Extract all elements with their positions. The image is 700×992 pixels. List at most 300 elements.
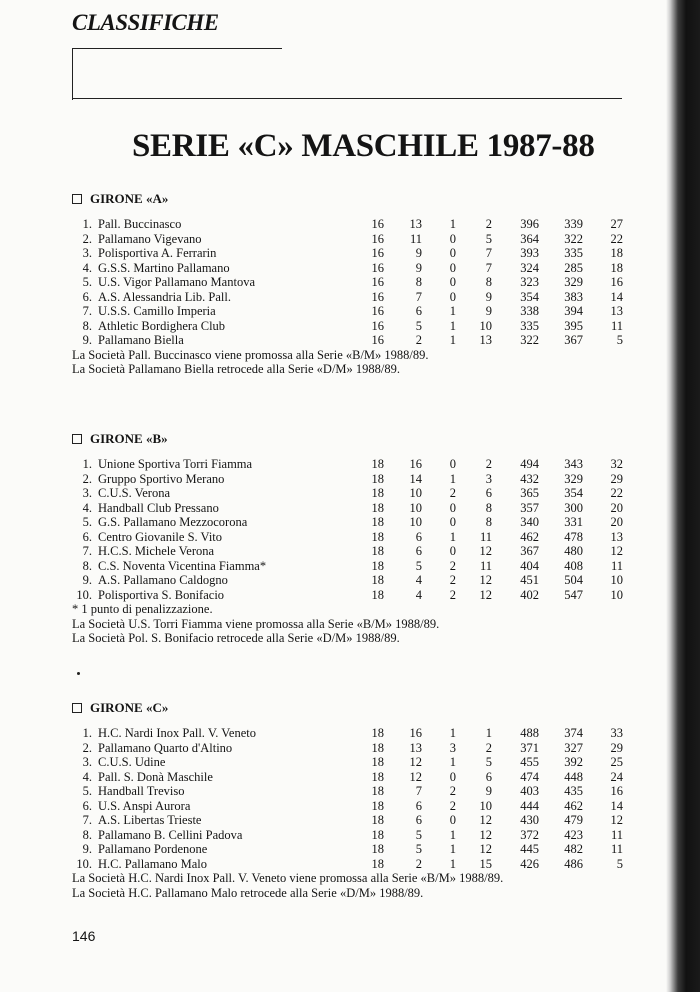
goals-against: 331 bbox=[564, 515, 583, 529]
position: 2. bbox=[82, 740, 92, 755]
group-title-text: GIRONE «C» bbox=[90, 700, 169, 715]
goals-for: 444 bbox=[520, 798, 539, 813]
wins: 7 bbox=[415, 784, 422, 798]
games-played: 18 bbox=[371, 740, 384, 755]
losses: 12 bbox=[479, 587, 492, 602]
games-played: 18 bbox=[371, 726, 384, 740]
points: 10 bbox=[610, 587, 623, 602]
group-b bbox=[72, 431, 632, 646]
table-row bbox=[72, 515, 632, 530]
games-played: 16 bbox=[371, 275, 384, 289]
note-line: La Società Pallamano Biella retrocede alla Serie «D/M» 1988/89. bbox=[72, 362, 401, 376]
checkbox-icon bbox=[72, 703, 82, 713]
goals-against: 322 bbox=[564, 231, 583, 246]
team-name: U.S. Anspi Aurora bbox=[98, 798, 191, 813]
draws: 1 bbox=[449, 318, 456, 333]
wins: 16 bbox=[409, 457, 422, 471]
points: 25 bbox=[610, 755, 623, 769]
position: 9. bbox=[82, 842, 92, 856]
goals-for: 372 bbox=[520, 827, 539, 842]
wins: 13 bbox=[409, 740, 422, 755]
losses: 8 bbox=[485, 500, 492, 515]
goals-against: 435 bbox=[564, 784, 583, 798]
games-played: 18 bbox=[371, 471, 384, 486]
page-number: 146 bbox=[72, 928, 96, 944]
table-row bbox=[72, 261, 632, 276]
position: 5. bbox=[82, 275, 92, 289]
position: 5. bbox=[82, 784, 92, 798]
games-played: 16 bbox=[371, 260, 384, 275]
draws: 2 bbox=[449, 486, 456, 500]
draws: 2 bbox=[449, 573, 456, 587]
games-played: 18 bbox=[371, 784, 384, 798]
goals-for: 364 bbox=[520, 231, 539, 246]
table-row bbox=[72, 472, 632, 487]
table-row bbox=[72, 573, 632, 588]
losses: 7 bbox=[485, 246, 492, 260]
table-row bbox=[72, 784, 632, 799]
team-name: Pallamano B. Cellini Padova bbox=[98, 827, 243, 842]
draws: 1 bbox=[449, 333, 456, 347]
table-row bbox=[72, 828, 632, 843]
team-name: Pall. Buccinasco bbox=[98, 217, 182, 231]
table-row bbox=[72, 813, 632, 828]
table-row bbox=[72, 755, 632, 770]
points: 13 bbox=[610, 304, 623, 318]
team-name: Pall. S. Donà Maschile bbox=[98, 769, 213, 784]
points: 12 bbox=[610, 813, 623, 827]
draws: 0 bbox=[449, 275, 456, 289]
games-played: 16 bbox=[371, 304, 384, 318]
group-c bbox=[72, 700, 632, 900]
page-title: SERIE «C» MASCHILE 1987-88 bbox=[132, 128, 595, 164]
games-played: 18 bbox=[371, 544, 384, 558]
table-row bbox=[72, 842, 632, 857]
goals-against: 374 bbox=[564, 726, 583, 740]
goals-against: 462 bbox=[564, 798, 583, 813]
position: 6. bbox=[82, 798, 92, 813]
losses: 9 bbox=[485, 784, 492, 798]
goals-against: 339 bbox=[564, 217, 583, 231]
games-played: 18 bbox=[371, 558, 384, 573]
goals-for: 451 bbox=[520, 573, 539, 587]
games-played: 18 bbox=[371, 842, 384, 856]
points: 22 bbox=[610, 231, 623, 246]
points: 29 bbox=[610, 471, 623, 486]
goals-for: 357 bbox=[520, 500, 539, 515]
table-row bbox=[72, 457, 632, 472]
goals-against: 335 bbox=[564, 246, 583, 260]
draws: 0 bbox=[449, 500, 456, 515]
position: 4. bbox=[82, 260, 92, 275]
games-played: 18 bbox=[371, 457, 384, 471]
position: 8. bbox=[82, 827, 92, 842]
goals-against: 504 bbox=[564, 573, 583, 587]
position: 7. bbox=[82, 813, 92, 827]
team-name: Handball Club Pressano bbox=[98, 500, 219, 515]
games-played: 18 bbox=[371, 486, 384, 500]
losses: 5 bbox=[485, 755, 492, 769]
goals-for: 354 bbox=[520, 289, 539, 304]
points: 5 bbox=[616, 856, 623, 871]
points: 20 bbox=[610, 515, 623, 529]
points: 33 bbox=[610, 726, 623, 740]
games-played: 18 bbox=[371, 515, 384, 529]
standings-table bbox=[72, 217, 632, 348]
draws: 0 bbox=[449, 457, 456, 471]
position: 2. bbox=[82, 231, 92, 246]
team-name: Polisportiva S. Bonifacio bbox=[98, 587, 225, 602]
games-played: 18 bbox=[371, 769, 384, 784]
games-played: 18 bbox=[371, 587, 384, 602]
draws: 1 bbox=[449, 304, 456, 318]
draws: 0 bbox=[449, 515, 456, 529]
wins: 7 bbox=[415, 289, 422, 304]
games-played: 18 bbox=[371, 827, 384, 842]
group-title-text: GIRONE «A» bbox=[90, 191, 169, 206]
team-name: A.S. Pallamano Caldogno bbox=[98, 573, 228, 587]
note-line: * 1 punto di penalizzazione. bbox=[72, 602, 213, 616]
draws: 0 bbox=[449, 813, 456, 827]
header-rule-left bbox=[72, 48, 73, 100]
goals-for: 488 bbox=[520, 726, 539, 740]
table-row bbox=[72, 559, 632, 574]
losses: 9 bbox=[485, 289, 492, 304]
header-rule-top bbox=[72, 48, 282, 49]
goals-against: 448 bbox=[564, 769, 583, 784]
wins: 5 bbox=[415, 558, 422, 573]
games-played: 16 bbox=[371, 217, 384, 231]
team-name: G.S.S. Martino Pallamano bbox=[98, 260, 230, 275]
group-title bbox=[72, 191, 632, 207]
goals-for: 445 bbox=[520, 842, 539, 856]
draws: 1 bbox=[449, 529, 456, 544]
wins: 6 bbox=[415, 798, 422, 813]
wins: 16 bbox=[409, 726, 422, 740]
draws: 1 bbox=[449, 842, 456, 856]
goals-for: 396 bbox=[520, 217, 539, 231]
games-played: 18 bbox=[371, 500, 384, 515]
points: 16 bbox=[610, 275, 623, 289]
header-rule-bottom bbox=[72, 98, 622, 99]
goals-for: 455 bbox=[520, 755, 539, 769]
goals-against: 480 bbox=[564, 544, 583, 558]
group-title-text: GIRONE «B» bbox=[90, 431, 168, 446]
draws: 2 bbox=[449, 784, 456, 798]
losses: 11 bbox=[479, 529, 492, 544]
wins: 6 bbox=[415, 304, 422, 318]
goals-for: 323 bbox=[520, 275, 539, 289]
position: 6. bbox=[82, 289, 92, 304]
draws: 1 bbox=[449, 856, 456, 871]
table-row bbox=[72, 741, 632, 756]
losses: 12 bbox=[479, 544, 492, 558]
position: 10. bbox=[76, 587, 92, 602]
losses: 12 bbox=[479, 573, 492, 587]
page-edge-shadow bbox=[656, 0, 700, 992]
losses: 7 bbox=[485, 260, 492, 275]
table-row bbox=[72, 726, 632, 741]
note-line: La Società U.S. Torri Fiamma viene promossa alla Serie «B/M» 1988/89. bbox=[72, 616, 440, 631]
goals-against: 383 bbox=[564, 289, 583, 304]
team-name: Athletic Bordighera Club bbox=[98, 318, 226, 333]
table-row bbox=[72, 588, 632, 603]
draws: 0 bbox=[449, 544, 456, 558]
goals-against: 300 bbox=[564, 500, 583, 515]
losses: 1 bbox=[485, 726, 492, 740]
table-row bbox=[72, 530, 632, 545]
goals-for: 494 bbox=[520, 457, 539, 471]
games-played: 16 bbox=[371, 289, 384, 304]
table-row bbox=[72, 304, 632, 319]
games-played: 16 bbox=[371, 318, 384, 333]
goals-for: 340 bbox=[520, 515, 539, 529]
goals-for: 402 bbox=[520, 587, 539, 602]
goals-against: 482 bbox=[564, 842, 583, 856]
note-line: La Società Pall. Buccinasco viene promossa alla Serie «B/M» 1988/89. bbox=[72, 347, 429, 362]
goals-for: 322 bbox=[520, 333, 539, 347]
group-notes bbox=[72, 871, 632, 900]
points: 11 bbox=[610, 318, 623, 333]
points: 16 bbox=[610, 784, 623, 798]
goals-against: 329 bbox=[564, 471, 583, 486]
losses: 6 bbox=[485, 486, 492, 500]
points: 11 bbox=[610, 558, 623, 573]
position: 7. bbox=[82, 304, 92, 318]
draws: 1 bbox=[449, 755, 456, 769]
draws: 0 bbox=[449, 260, 456, 275]
position: 6. bbox=[82, 529, 92, 544]
checkbox-icon bbox=[72, 194, 82, 204]
points: 20 bbox=[610, 500, 623, 515]
team-name: H.C. Nardi Inox Pall. V. Veneto bbox=[98, 726, 256, 740]
draws: 3 bbox=[449, 740, 456, 755]
draws: 2 bbox=[449, 587, 456, 602]
losses: 2 bbox=[485, 217, 492, 231]
position: 3. bbox=[82, 486, 92, 500]
losses: 10 bbox=[479, 318, 492, 333]
note-line: La Società H.C. Pallamano Malo retrocede alla Serie «D/M» 1988/89. bbox=[72, 885, 424, 900]
group-notes bbox=[72, 348, 632, 377]
table-row bbox=[72, 217, 632, 232]
losses: 2 bbox=[485, 740, 492, 755]
games-played: 18 bbox=[371, 529, 384, 544]
team-name: U.S.S. Camillo Imperia bbox=[98, 304, 216, 318]
goals-against: 423 bbox=[564, 827, 583, 842]
losses: 11 bbox=[479, 558, 492, 573]
position: 9. bbox=[82, 573, 92, 587]
losses: 12 bbox=[479, 842, 492, 856]
team-name: Pallamano Vigevano bbox=[98, 231, 202, 246]
standings-table bbox=[72, 457, 632, 602]
points: 27 bbox=[610, 217, 623, 231]
team-name: A.S. Libertas Trieste bbox=[98, 813, 202, 827]
goals-against: 285 bbox=[564, 260, 583, 275]
draws: 1 bbox=[449, 471, 456, 486]
draws: 2 bbox=[449, 558, 456, 573]
position: 8. bbox=[82, 318, 92, 333]
wins: 10 bbox=[409, 515, 422, 529]
points: 32 bbox=[610, 457, 623, 471]
position: 3. bbox=[82, 755, 92, 769]
games-played: 16 bbox=[371, 333, 384, 347]
losses: 6 bbox=[485, 769, 492, 784]
team-name: Gruppo Sportivo Merano bbox=[98, 471, 225, 486]
table-row bbox=[72, 246, 632, 261]
position: 1. bbox=[82, 726, 92, 740]
group-title bbox=[72, 700, 632, 716]
goals-for: 426 bbox=[520, 856, 539, 871]
goals-against: 486 bbox=[564, 856, 583, 871]
wins: 4 bbox=[415, 587, 422, 602]
position: 9. bbox=[82, 333, 92, 347]
table-row bbox=[72, 232, 632, 247]
goals-for: 404 bbox=[520, 558, 539, 573]
table-row bbox=[72, 275, 632, 290]
team-name: Handball Treviso bbox=[98, 784, 185, 798]
team-name: C.S. Noventa Vicentina Fiamma* bbox=[98, 558, 267, 573]
points: 10 bbox=[610, 573, 623, 587]
goals-against: 343 bbox=[564, 457, 583, 471]
draws: 0 bbox=[449, 289, 456, 304]
points: 22 bbox=[610, 486, 623, 500]
losses: 13 bbox=[479, 333, 492, 347]
draws: 1 bbox=[449, 827, 456, 842]
standings-table bbox=[72, 726, 632, 871]
goals-for: 403 bbox=[520, 784, 539, 798]
table-row bbox=[72, 319, 632, 334]
team-name: Unione Sportiva Torri Fiamma bbox=[98, 457, 253, 471]
team-name: Centro Giovanile S. Vito bbox=[98, 529, 223, 544]
wins: 6 bbox=[415, 544, 422, 558]
team-name: Pallamano Quarto d'Altino bbox=[98, 740, 233, 755]
losses: 12 bbox=[479, 813, 492, 827]
goals-against: 327 bbox=[564, 740, 583, 755]
points: 29 bbox=[610, 740, 623, 755]
table-row bbox=[72, 290, 632, 305]
goals-for: 462 bbox=[520, 529, 539, 544]
wins: 12 bbox=[409, 755, 422, 769]
team-name: H.C. Pallamano Malo bbox=[98, 856, 208, 871]
goals-against: 395 bbox=[564, 318, 583, 333]
table-row bbox=[72, 333, 632, 348]
position: 3. bbox=[82, 246, 92, 260]
goals-for: 393 bbox=[520, 246, 539, 260]
losses: 5 bbox=[485, 231, 492, 246]
section-header: CLASSIFICHE bbox=[72, 10, 219, 35]
wins: 11 bbox=[409, 231, 422, 246]
goals-against: 394 bbox=[564, 304, 583, 318]
team-name: Pallamano Pordenone bbox=[98, 842, 208, 856]
note-line: La Società H.C. Nardi Inox Pall. V. Veneto viene promossa alla Serie «B/M» 1988/89. bbox=[72, 871, 504, 885]
wins: 5 bbox=[415, 827, 422, 842]
draws: 2 bbox=[449, 798, 456, 813]
note-line: La Società Pol. S. Bonifacio retrocede alla Serie «D/M» 1988/89. bbox=[72, 631, 400, 645]
team-name: U.S. Vigor Pallamano Mantova bbox=[98, 275, 255, 289]
team-name: G.S. Pallamano Mezzocorona bbox=[98, 515, 248, 529]
team-name: C.U.S. Udine bbox=[98, 755, 166, 769]
table-row bbox=[72, 799, 632, 814]
position: 1. bbox=[82, 457, 92, 471]
losses: 10 bbox=[479, 798, 492, 813]
position: 2. bbox=[82, 471, 92, 486]
wins: 2 bbox=[415, 856, 422, 871]
wins: 8 bbox=[415, 275, 422, 289]
games-played: 16 bbox=[371, 231, 384, 246]
losses: 15 bbox=[479, 856, 492, 871]
team-name: Pallamano Biella bbox=[98, 333, 184, 347]
goals-for: 324 bbox=[520, 260, 539, 275]
goals-against: 367 bbox=[564, 333, 583, 347]
wins: 9 bbox=[415, 260, 422, 275]
wins: 9 bbox=[415, 246, 422, 260]
points: 14 bbox=[610, 289, 623, 304]
table-row bbox=[72, 857, 632, 872]
points: 18 bbox=[610, 246, 623, 260]
wins: 5 bbox=[415, 842, 422, 856]
goals-against: 354 bbox=[564, 486, 583, 500]
checkbox-icon bbox=[72, 434, 82, 444]
position: 8. bbox=[82, 558, 92, 573]
goals-against: 408 bbox=[564, 558, 583, 573]
draws: 0 bbox=[449, 769, 456, 784]
losses: 8 bbox=[485, 275, 492, 289]
goals-for: 432 bbox=[520, 471, 539, 486]
points: 18 bbox=[610, 260, 623, 275]
draws: 1 bbox=[449, 726, 456, 740]
draws: 1 bbox=[449, 217, 456, 231]
goals-against: 547 bbox=[564, 587, 583, 602]
games-played: 18 bbox=[371, 573, 384, 587]
points: 24 bbox=[610, 769, 623, 784]
wins: 13 bbox=[409, 217, 422, 231]
goals-against: 329 bbox=[564, 275, 583, 289]
goals-for: 371 bbox=[520, 740, 539, 755]
points: 11 bbox=[610, 827, 623, 842]
table-row bbox=[72, 486, 632, 501]
points: 5 bbox=[616, 333, 623, 347]
team-name: H.C.S. Michele Verona bbox=[98, 544, 215, 558]
team-name: A.S. Alessandria Lib. Pall. bbox=[98, 289, 231, 304]
team-name: C.U.S. Verona bbox=[98, 486, 170, 500]
draws: 0 bbox=[449, 246, 456, 260]
points: 14 bbox=[610, 798, 623, 813]
points: 13 bbox=[610, 529, 623, 544]
goals-for: 335 bbox=[520, 318, 539, 333]
table-row bbox=[72, 501, 632, 516]
goals-against: 479 bbox=[564, 813, 583, 827]
wins: 2 bbox=[415, 333, 422, 347]
stray-dot bbox=[77, 672, 80, 675]
wins: 12 bbox=[409, 769, 422, 784]
losses: 12 bbox=[479, 827, 492, 842]
position: 1. bbox=[82, 217, 92, 231]
losses: 8 bbox=[485, 515, 492, 529]
group-a bbox=[72, 191, 632, 377]
games-played: 16 bbox=[371, 246, 384, 260]
goals-for: 430 bbox=[520, 813, 539, 827]
table-row bbox=[72, 770, 632, 785]
position: 5. bbox=[82, 515, 92, 529]
points: 11 bbox=[610, 842, 623, 856]
position: 10. bbox=[76, 856, 92, 871]
games-played: 18 bbox=[371, 856, 384, 871]
points: 12 bbox=[610, 544, 623, 558]
losses: 9 bbox=[485, 304, 492, 318]
goals-for: 338 bbox=[520, 304, 539, 318]
losses: 3 bbox=[485, 471, 492, 486]
games-played: 18 bbox=[371, 798, 384, 813]
